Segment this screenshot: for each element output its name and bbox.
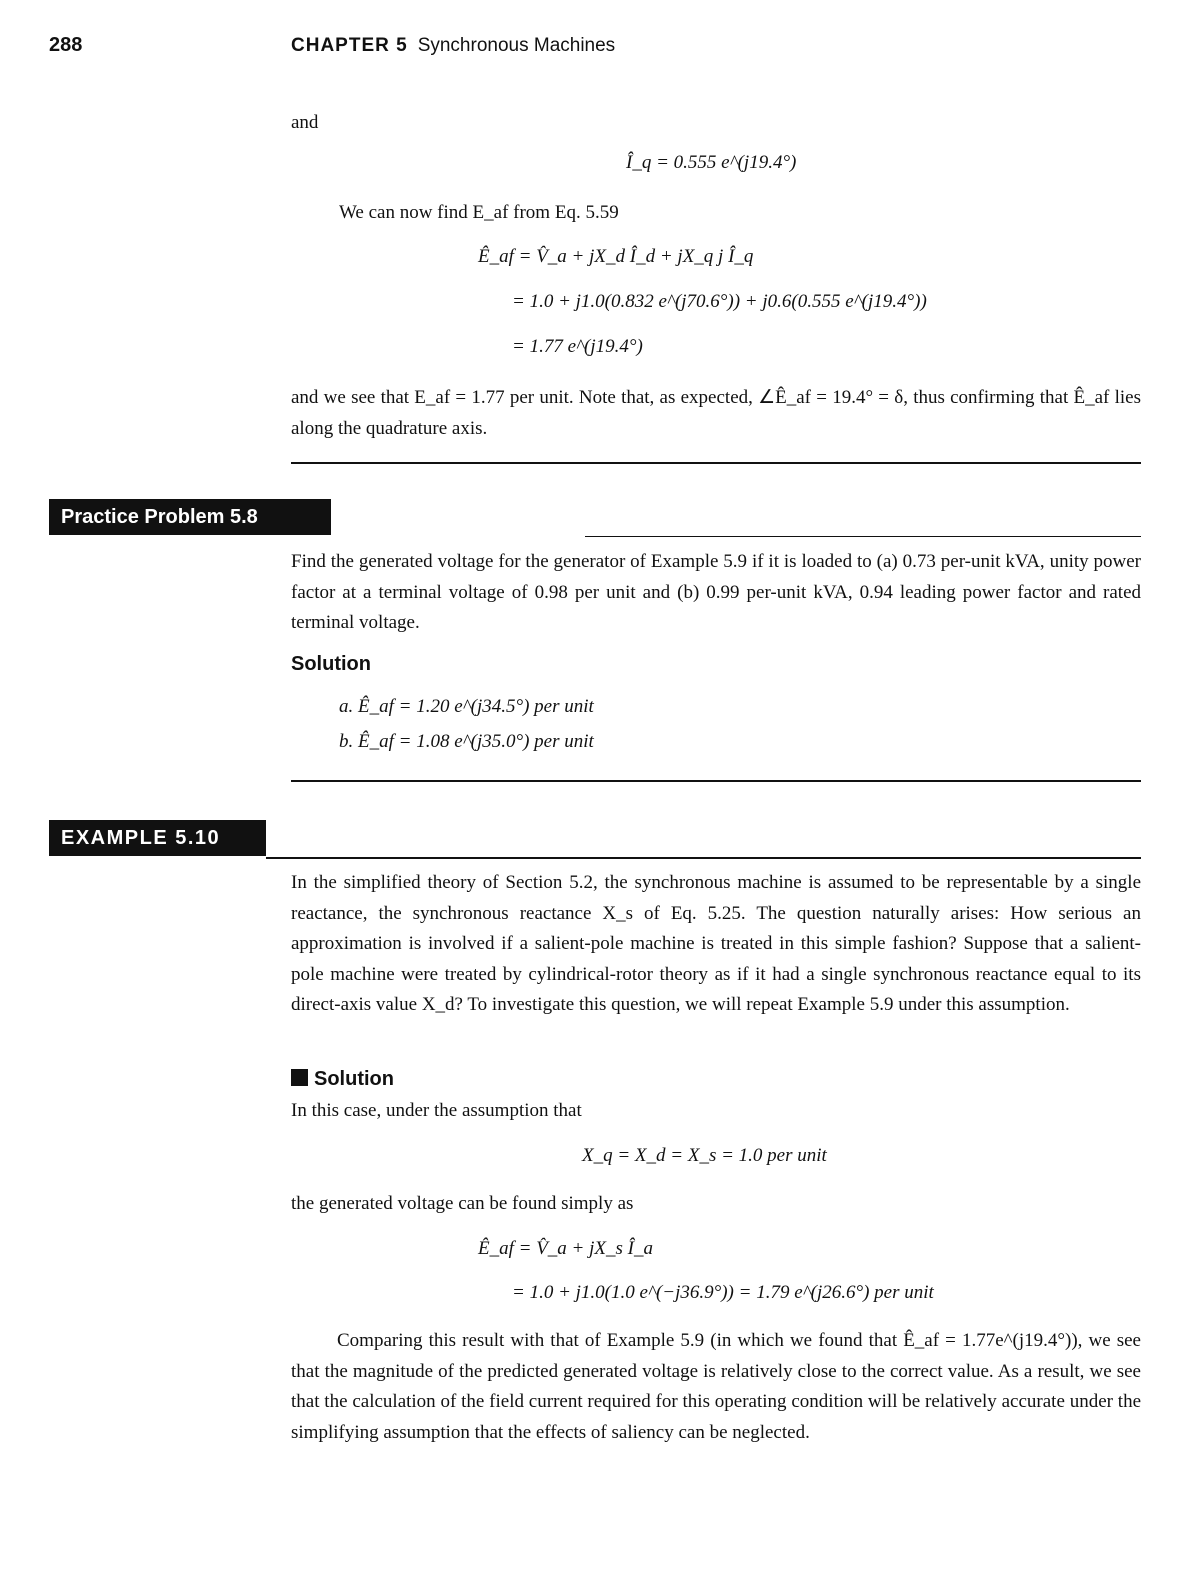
equation-iq-text: Î_q = 0.555 e^(j19.4°) <box>626 152 797 173</box>
find-line: We can now find E_af from Eq. 5.59 <box>339 202 619 223</box>
equation-generated-2: = 1.0 + j1.0(1.0 e^(−j36.9°)) = 1.79 e^(j26.6°) per unit <box>512 1282 934 1303</box>
equation-eaf-3: = 1.77 e^(j19.4°) <box>512 336 643 357</box>
comparing-paragraph: Comparing this result with that of Example 5.9 (in which we found that Ê_af = 1.77e^(j19.4°)), we see that the magnitude of the predicted generated voltage is relatively close to the correct value. As a result, we see that the calculation of the field current required for this operating condition will be relatively accurate under the simplifying assumption that the effects of saliency can be neglected. <box>291 1330 1141 1443</box>
practice-answer-b: b. Ê_af = 1.08 e^(j35.0°) per unit <box>339 731 594 752</box>
equation-reactance: X_q = X_d = X_s = 1.0 per unit <box>582 1145 827 1166</box>
practice-solution-heading: Solution <box>291 653 371 675</box>
and-word: and <box>291 112 319 133</box>
practice-problem-banner: Practice Problem 5.8 <box>49 499 331 535</box>
section-divider <box>291 462 1141 464</box>
banner-rule <box>266 857 1141 859</box>
chapter-title: Synchronous Machines <box>417 35 616 56</box>
example-solution-heading <box>291 1068 394 1091</box>
equation-eaf-2: = 1.0 + j1.0(0.832 e^(j70.6°)) + j0.6(0.555 e^(j19.4°)) <box>512 291 927 312</box>
example-banner: EXAMPLE 5.10 <box>49 820 266 856</box>
practice-answer-a: a. Ê_af = 1.20 e^(j34.5°) per unit <box>339 696 594 717</box>
banner-rule <box>585 536 1141 537</box>
equation-generated-1: Ê_af = V̂_a + jX_s Î_a <box>478 1238 653 1259</box>
equation-eaf-1: Ê_af = V̂_a + jX_d Î_d + jX_q j Î_q <box>478 246 754 267</box>
section-divider <box>291 780 1141 782</box>
conclusion-paragraph: and we see that E_af = 1.77 per unit. Note that, as expected, ∠Ê_af = 19.4° = δ, thus confirming that Ê_af lies along the quadrature axis. <box>291 387 1141 439</box>
assumption-line: In this case, under the assumption that <box>291 1100 582 1121</box>
running-header <box>291 35 615 57</box>
chapter-label: CHAPTER 5 <box>291 35 408 56</box>
example-solution-label: Solution <box>314 1068 394 1090</box>
practice-problem-text: Find the generated voltage for the generator of Example 5.9 if it is loaded to (a) 0.73 per-unit kVA, unity power factor at a terminal voltage of 0.98 per unit and (b) 0.99 per-unit kVA, 0.94 leading power factor and rated terminal voltage. <box>291 551 1141 633</box>
example-intro: In the simplified theory of Section 5.2, the synchronous machine is assumed to be representable by a single reactance, the synchronous reactance X_s of Eq. 5.25. The question naturally arises: How serious an approximation is involved if a salient-pole machine is treated in this simple fashion? Suppose that a salient-pole machine were treated by cylindrical-rotor theory as if it had a single synchronous reactance equal to its direct-axis value X_d? To investigate this question, we will repeat Example 5.9 under this assumption. <box>291 872 1141 1015</box>
page-number: 288 <box>49 34 83 56</box>
equation-iq <box>626 152 796 174</box>
generated-line: the generated voltage can be found simply as <box>291 1193 634 1214</box>
solution-square-icon <box>291 1069 308 1086</box>
